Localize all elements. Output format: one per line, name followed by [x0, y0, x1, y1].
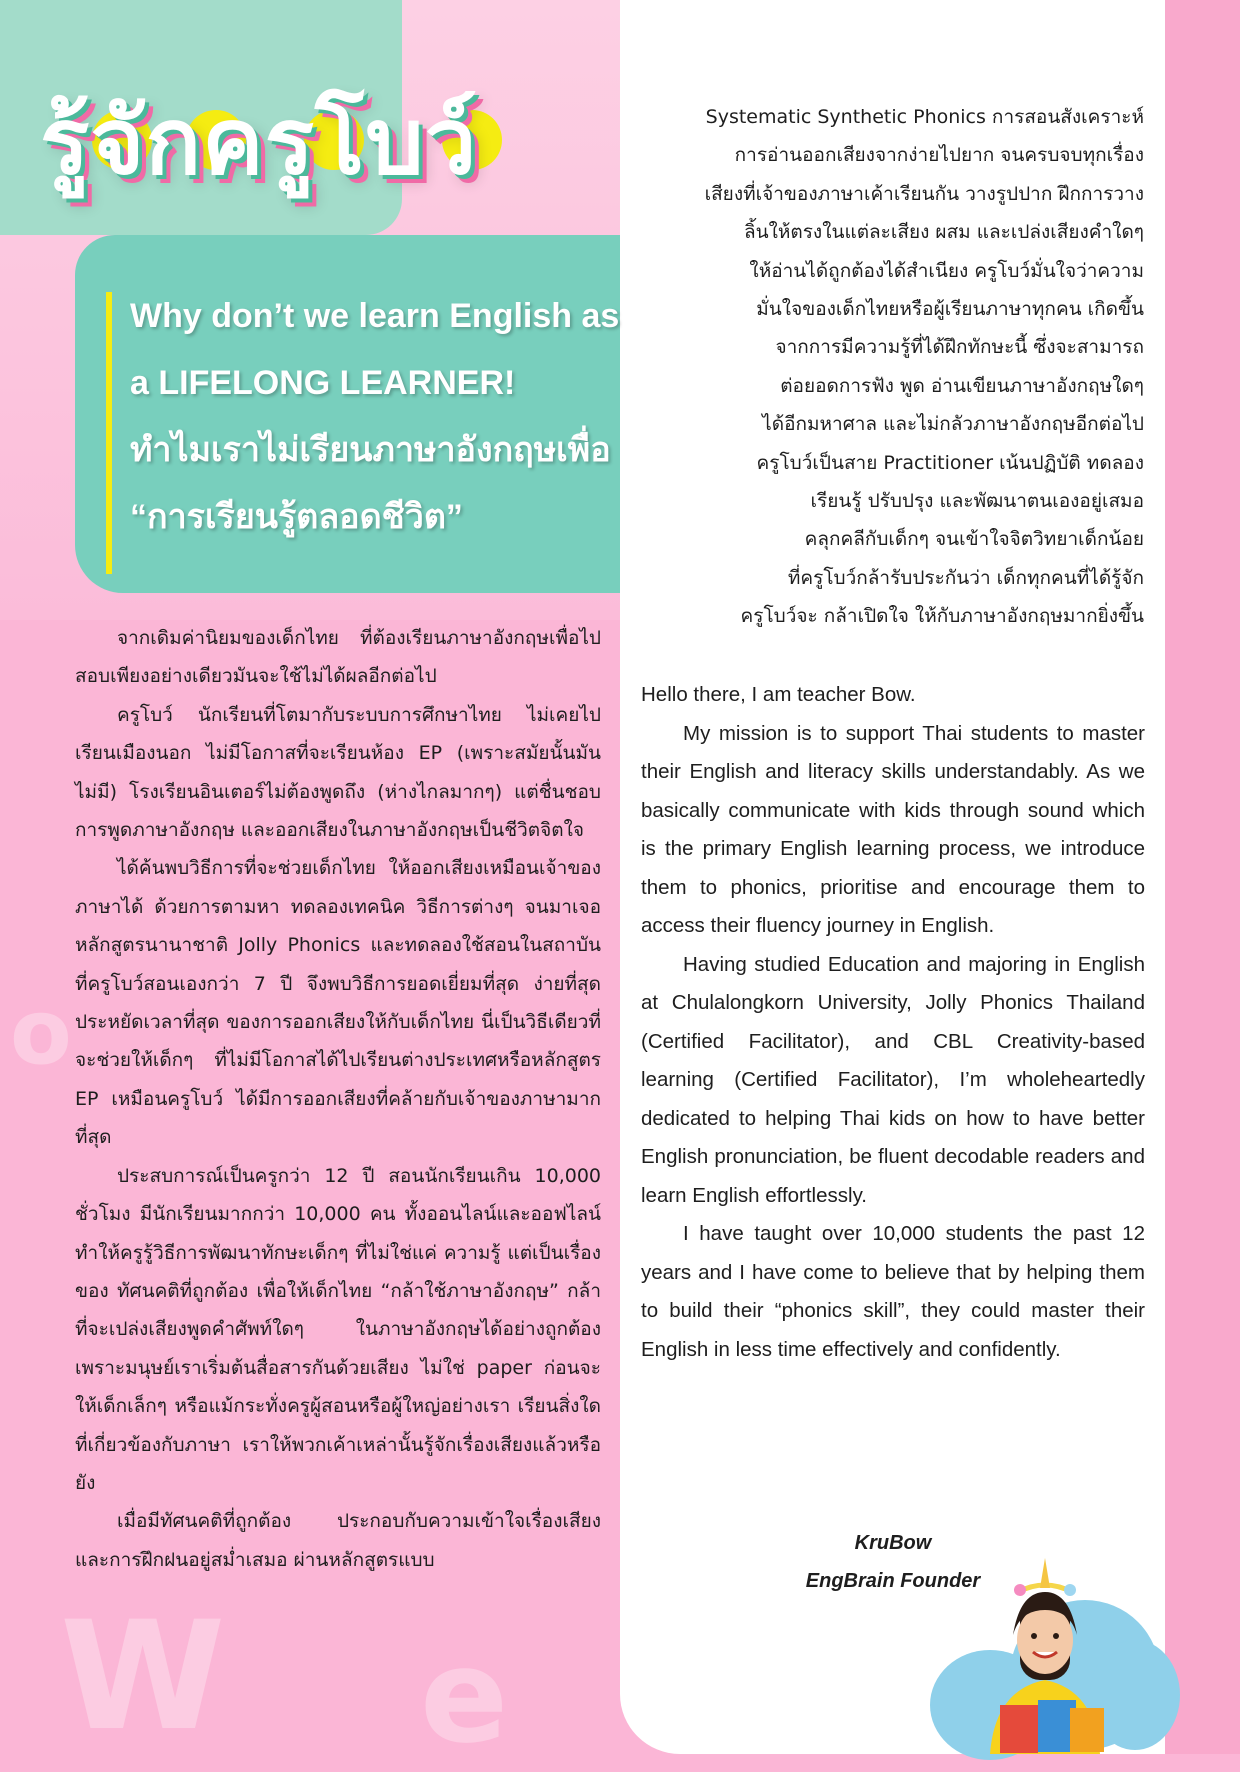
paragraph: เมื่อมีทัศนคติที่ถูกต้อง ประกอบกับความเข้าใจเรื่องเสียง และการฝึกฝนอยู่สม่ำเสมอ ผ่านหลักสูตรแบบ — [75, 1510, 601, 1571]
text-line: Systematic Synthetic Phonics การสอนสังเคราะห์ — [705, 106, 1144, 128]
left-column-thai — [75, 619, 601, 1579]
text-line: ที่ครูโบว์กล้ารับประกันว่า เด็กทุกคนที่ได้รู้จัก — [787, 566, 1144, 589]
subtitle-card — [75, 235, 697, 593]
right-edge-strip — [1165, 0, 1240, 1754]
text-line: ต่อยอดการฟัง พูด อ่านเขียนภาษาอังกฤษใดๆ — [780, 374, 1144, 397]
paragraph: ครูโบว์ นักเรียนที่โตมากับระบบการศึกษาไทย ไม่เคยไปเรียนเมืองนอก ไม่มีโอกาสที่จะเรียนห้อง EP (เพราะสมัยนั้นมันไม่มี) โรงเรียนอินเตอร์ไม่ต้องพูดถึง (ห่างไกลมากๆ) แต่ชื่นชอบการพูดภาษาอังกฤษ และออกเสียงในภาษาอังกฤษเป็นชีวิตจิตใจ — [75, 703, 601, 842]
page-title: รู้จักครูโบว์ — [40, 88, 478, 195]
accent-bar — [106, 292, 112, 574]
greeting: Hello there, I am teacher Bow. — [641, 683, 916, 706]
text-line: ได้อีกมหาศาล และไม่กลัวภาษาอังกฤษอีกต่อไป — [762, 413, 1144, 436]
text-line: ครูโบว์จะ กล้าเปิดใจ ให้กับภาษาอังกฤษมากยิ่งขึ้น — [740, 605, 1144, 628]
paragraph: ประสบการณ์เป็นครูกว่า 12 ปี สอนนักเรียนเกิน 10,000 ชั่วโมง มีนักเรียนมากกว่า 10,000 คน ทั้งออนไลน์และออฟไลน์ ทำให้ครูรู้วิธีการพัฒนาทักษะเด็กๆ ที่ไม่ใช่แค่ ความรู้ แต่เป็นเรื่องของ ทัศนคติที่ถูกต้อง เพื่อให้เด็กไทย “กล้าใช้ภาษาอังกฤษ” กล้าที่จะเปล่งเสียงพูดคำศัพท์ใดๆ ในภาษาอังกฤษได้อย่างถูกต้องเพราะมนุษย์เราเริ่มต้นสื่อสารกันด้วยเสียง ไม่ใช่ paper ก่อนจะให้เด็กเล็กๆ หรือแม้กระทั่งครูผู้สอนหรือผู้ใหญ่อย่างเรา เรียนสิ่งใดที่เกี่ยวข้องกับภาษา เราให้พวกเค้าเหล่านั้นรู้จักเรื่องเสียงแล้วหรือยัง — [75, 1164, 601, 1494]
teacher-illustration-icon — [920, 1540, 1170, 1754]
text-line: ครูโบว์เป็นสาย Practitioner เน้นปฏิบัติ ทดลอง — [756, 451, 1144, 474]
subtitle-line-1: Why don’t we learn English as — [130, 297, 620, 335]
paragraph: จากเดิมค่านิยมของเด็กไทย ที่ต้องเรียนภาษาอังกฤษเพื่อไปสอบเพียงอย่างเดียวมันจะใช้ไม่ได้ผลอีกต่อไป — [75, 627, 601, 688]
subtitle-line-4: “การเรียนรู้ตลอดชีวิต” — [130, 498, 463, 536]
subtitle-line-3: ทำไมเราไม่เรียนภาษาอังกฤษเพื่อ — [130, 431, 611, 469]
text-line: จากการมีความรู้ที่ได้ฝึกทักษะนี้ ซึ่งจะสามารถ — [775, 336, 1144, 359]
text-line: เรียนรู้ ปรับปรุง และพัฒนาตนเองอยู่เสมอ — [810, 490, 1144, 513]
signature-name: KruBow — [854, 1532, 932, 1554]
text-line: การอ่านออกเสียงจากง่ายไปยาก จนครบจบทุกเรื่อง — [734, 144, 1144, 167]
teacher-photo — [920, 1540, 1170, 1754]
paragraph: ได้ค้นพบวิธีการที่จะช่วยเด็กไทย ให้ออกเสียงเหมือนเจ้าของภาษาได้ ด้วยการตามหา ทดลองเทคนิค วิธีการต่างๆ จนมาเจอ หลักสูตรนานาชาติ Jolly Phonics และทดลองใช้สอนในสถาบันที่ครูโบว์สอนเองกว่า 7 ปี จึงพบวิธีการยอดเยี่ยมที่สุด ง่ายที่สุด ประหยัดเวลาที่สุด ของการออกเสียงให้กับเด็กไทย นี่เป็นวิธีเดียวที่จะช่วยให้เด็กๆ ที่ไม่มีโอกาสได้ไปเรียนต่างประเทศหรือหลักสูตร EP เหมือนครูโบว์ ได้มีการออกเสียงที่คล้ายกับเจ้าของภาษามากที่สุด — [75, 857, 601, 1149]
text-line: มั่นใจของเด็กไทยหรือผู้เรียนภาษาทุกคน เกิดขึ้น — [756, 298, 1144, 321]
right-column-english — [641, 676, 1145, 1369]
subtitle-line-2: a LIFELONG LEARNER! — [130, 364, 516, 402]
text-line: เสียงที่เจ้าของภาษาเค้าเรียนกัน วางรูปปาก ฝึกการวาง — [704, 182, 1144, 205]
text-line: ลิ้นให้ตรงในแต่ละเสียง ผสม และเปล่งเสียงคำใดๆ — [743, 221, 1144, 244]
paragraph: My mission is to support Thai students to master their English and literacy skills understandably. As we basically communicate with kids through sound which is the primary English learning process, we introduce them to phonics, prioritise and encourage them to access their fluency journey in English. — [641, 721, 1145, 937]
decorative-letter-e: e — [420, 1620, 509, 1772]
decorative-letter-w: W — [60, 1590, 226, 1764]
signature-role: EngBrain Founder — [805, 1570, 981, 1592]
text-line: ให้อ่านได้ถูกต้องได้สำเนียง ครูโบว์มั่นใจว่าความ — [749, 259, 1144, 282]
paragraph: Having studied Education and majoring in English at Chulalongkorn University, Jolly Phonics Thailand (Certified Facilitator), and CBL Creativity-based learning (Certified Facilitator), I’m wholeheartedly dedicated to helping Thai kids on how to have better English pronunciation, be fluent decodable readers and learn English effortlessly. — [641, 952, 1145, 1207]
decorative-circle: o — [10, 980, 72, 1085]
right-column-thai — [614, 98, 1144, 636]
text-line: คลุกคลีกับเด็กๆ จนเข้าใจจิตวิทยาเด็กน้อย — [804, 528, 1144, 551]
paragraph: I have taught over 10,000 students the past 12 years and I have come to believe that by helping them to build their “phonics skill”, they could master their English in less time effectively and confidently. — [641, 1222, 1145, 1361]
